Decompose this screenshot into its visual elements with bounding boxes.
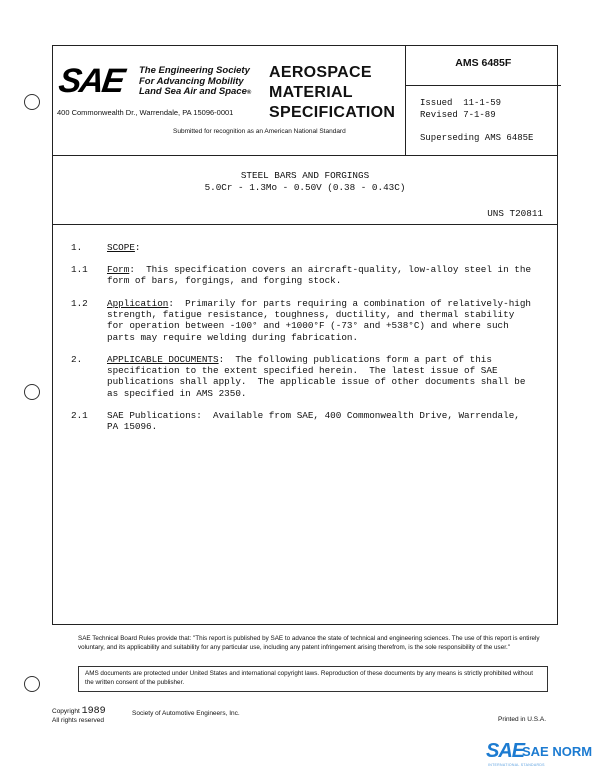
section-heading: Form — [107, 264, 130, 275]
section-2-1 — [71, 410, 541, 432]
section-heading: Application — [107, 298, 169, 309]
section-text: : This specification covers an aircraft-quality, low-alloy steel in the form of bars, forgings, and forging stock. — [107, 264, 532, 287]
printed-in: Printed in U.S.A. — [498, 716, 547, 723]
issue-dates: Issued 11-1-59 Revised 7-1-89 — [420, 97, 502, 120]
section-number: 2. — [71, 354, 83, 365]
section-heading: SAE Publications — [107, 410, 197, 421]
binder-hole-middle — [24, 384, 40, 400]
sae-address: 400 Commonwealth Dr., Warrendale, PA 15096-0001 — [57, 108, 234, 117]
section-number: 2.1 — [71, 410, 88, 421]
section-text: : The following publications form a part of this specification to the extent specified herein. The latest issue of SAE publications shall apply. The applicable issue of other documents shall be as specified in AMS 2350. — [107, 354, 526, 399]
section-1: 1. SCOPE: — [71, 242, 141, 253]
superseding-note: Superseding AMS 6485E — [420, 132, 534, 143]
watermark-subtext: INTERNATIONAL STANDARDS — [488, 763, 545, 767]
copyright: Copyright 1989 All rights reserved — [52, 706, 106, 724]
spec-id-box — [405, 45, 561, 157]
spec-type-title: AEROSPACE MATERIAL SPECIFICATION — [269, 64, 396, 121]
society-name: Society of Automotive Engineers, Inc. — [132, 710, 240, 717]
section-1-1 — [71, 264, 541, 286]
sae-norm-watermark — [486, 740, 596, 768]
copyright-year: 1989 — [81, 706, 106, 717]
material-composition: 5.0Cr - 1.3Mo - 0.50V (0.38 - 0.43C) — [204, 182, 406, 193]
sae-tagline: The Engineering Society For Advancing Mobility Land Sea Air and Space® — [139, 65, 252, 97]
divider — [406, 85, 561, 86]
technical-board-rules: SAE Technical Board Rules provide that: "This report is published by SAE to advance the state of technical and engineering sciences. The use of this report is entirely voluntary, and its applicability and suitability for any particular use, including any patent infringement arising therefrom, is the sole responsibility of the user." — [78, 635, 540, 651]
submitted-note: Submitted for recognition as an American National Standard — [173, 128, 346, 135]
watermark-text: SAE NORM — [522, 744, 593, 759]
section-heading: APPLICABLE DOCUMENTS — [107, 354, 219, 365]
registered-mark: ® — [246, 90, 252, 96]
sae-logo — [56, 62, 265, 104]
material-title: STEEL BARS AND FORGINGS — [240, 170, 370, 181]
section-divider — [53, 224, 557, 225]
uns-number: UNS T20811 — [487, 208, 543, 219]
section-number: 1.1 — [71, 264, 88, 275]
header-divider — [53, 155, 557, 156]
watermark-logo: SAE — [486, 740, 525, 762]
binder-hole-top — [24, 94, 40, 110]
copyright-notice-box: AMS documents are protected under United States and international copyright laws. Reproduction of these documents by any means is strictly prohibited without the written consent of the publisher. — [78, 666, 548, 692]
document-frame — [52, 45, 558, 625]
section-2 — [71, 354, 541, 399]
section-text: : Available from SAE, 400 Commonwealth Drive, Warrendale, PA 15096. — [107, 410, 520, 433]
sae-logo-mark: SAE — [56, 62, 126, 100]
section-1-2 — [71, 298, 541, 343]
section-heading: SCOPE — [107, 242, 135, 253]
binder-hole-bottom — [24, 676, 40, 692]
section-text: : Primarily for parts requiring a combination of relatively-high strength, fatigue resistance, toughness, ductility, and thermal stability for operation between -100° and +1000°F (-73° and +538°C) and where such parts may require welding during fabrication. — [107, 298, 532, 343]
section-number: 1.2 — [71, 298, 88, 309]
section-number: 1. — [71, 242, 83, 253]
ams-number: AMS 6485F — [455, 56, 512, 69]
